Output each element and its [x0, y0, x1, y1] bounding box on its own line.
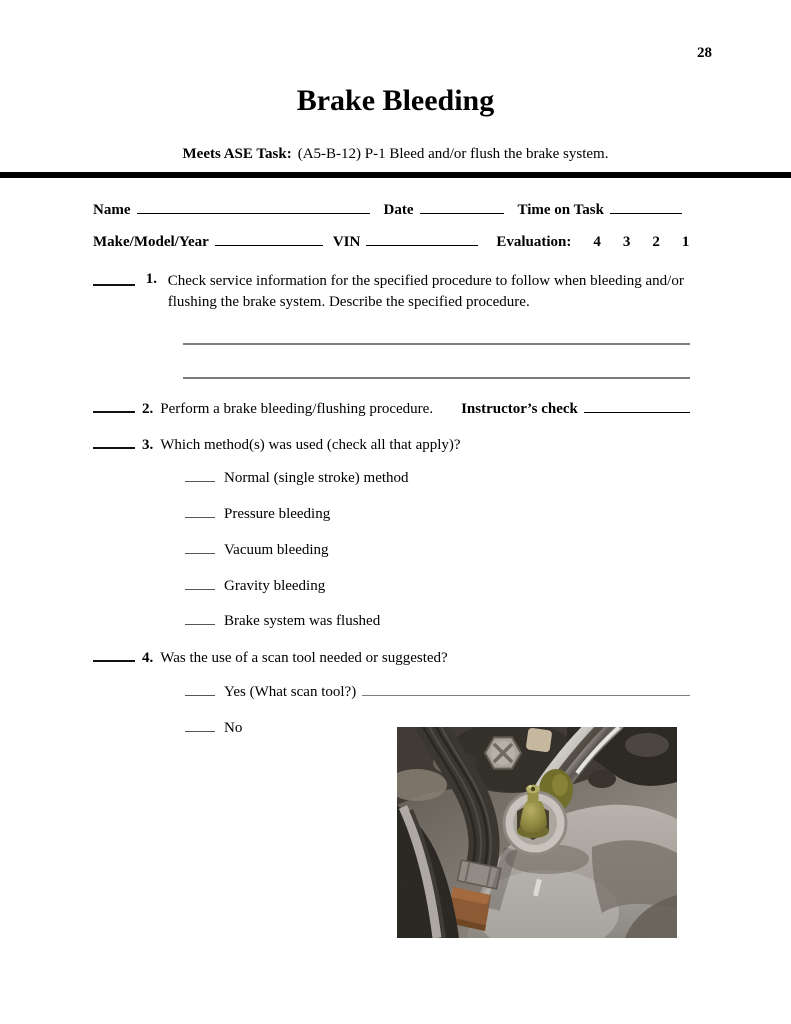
- method-normal-check-blank[interactable]: [185, 469, 215, 482]
- page-number: 28: [697, 45, 712, 61]
- question-2-grade-blank[interactable]: [93, 398, 135, 413]
- question-1-text: Check service information for the specified procedure to follow when bleeding and/or flushing the brake system. Describe the specified procedure.: [167, 273, 684, 310]
- page-title: Brake Bleeding: [296, 84, 495, 117]
- method-option-vacuum: [185, 541, 329, 559]
- method-pressure-label: Pressure bleeding: [224, 506, 331, 522]
- method-option-gravity: [185, 577, 325, 595]
- date-label: Date: [383, 202, 414, 218]
- instructors-check-field[interactable]: [584, 400, 690, 413]
- vin-field[interactable]: [366, 231, 478, 246]
- header-divider: [0, 172, 791, 178]
- scan-tool-yes-label: Yes (What scan tool?): [224, 684, 357, 700]
- method-vacuum-check-blank[interactable]: [185, 541, 215, 554]
- question-4: [93, 647, 448, 667]
- question-3: [93, 434, 461, 454]
- scan-tool-yes-check-blank[interactable]: [185, 683, 215, 696]
- method-vacuum-label: Vacuum bleeding: [224, 542, 329, 558]
- method-gravity-check-blank[interactable]: [185, 577, 215, 590]
- question-2-text: Perform a brake bleeding/flushing procedure.: [160, 401, 434, 417]
- date-field[interactable]: [420, 199, 504, 214]
- name-label: Name: [93, 202, 131, 218]
- brake-bleeder-photo: [397, 727, 677, 938]
- evaluation-score-1[interactable]: 1: [681, 234, 690, 250]
- answer-line-1[interactable]: [183, 343, 690, 345]
- ase-task-label: Meets ASE Task:: [182, 146, 292, 162]
- scan-tool-no-label: No: [224, 720, 243, 736]
- time-on-task-label: Time on Task: [517, 202, 604, 218]
- question-1: [93, 271, 708, 313]
- info-row-2: [93, 231, 689, 251]
- scan-tool-yes-row: [185, 683, 690, 701]
- method-normal-label: Normal (single stroke) method: [224, 470, 409, 486]
- question-1-number: 1.: [145, 271, 157, 287]
- ase-task-text: (A5-B-12) P-1 Bleed and/or flush the brake system.: [297, 146, 609, 162]
- question-2: [93, 398, 690, 418]
- info-row-1: [93, 199, 682, 219]
- question-3-text: Which method(s) was used (check all that apply)?: [160, 437, 461, 453]
- instructors-check-label: Instructor’s check: [461, 401, 578, 417]
- method-option-flushed: [185, 612, 380, 630]
- method-gravity-label: Gravity bleeding: [224, 578, 326, 594]
- ase-task-line: [0, 146, 791, 163]
- brake-bleeder-photo-graphic: [397, 727, 677, 938]
- method-option-normal: [185, 469, 409, 487]
- question-4-grade-blank[interactable]: [93, 647, 135, 662]
- scan-tool-no-row: [185, 719, 242, 737]
- method-flushed-label: Brake system was flushed: [224, 613, 381, 629]
- make-model-year-label: Make/Model/Year: [93, 234, 209, 250]
- question-4-text: Was the use of a scan tool needed or suggested?: [160, 650, 448, 666]
- make-model-year-field[interactable]: [215, 231, 323, 246]
- method-pressure-check-blank[interactable]: [185, 505, 215, 518]
- method-option-pressure: [185, 505, 330, 523]
- evaluation-label: Evaluation:: [496, 234, 572, 250]
- question-3-grade-blank[interactable]: [93, 434, 135, 449]
- name-field[interactable]: [137, 199, 370, 214]
- scan-tool-no-check-blank[interactable]: [185, 719, 215, 732]
- question-4-number: 4.: [142, 650, 154, 666]
- evaluation-score-3[interactable]: 3: [622, 234, 631, 250]
- evaluation-score-2[interactable]: 2: [652, 234, 660, 250]
- time-on-task-field[interactable]: [610, 199, 682, 214]
- method-flushed-check-blank[interactable]: [185, 612, 215, 625]
- vin-label: VIN: [332, 234, 361, 250]
- question-2-number: 2.: [142, 401, 154, 417]
- answer-line-2[interactable]: [183, 377, 690, 379]
- question-3-number: 3.: [142, 437, 154, 453]
- scan-tool-name-field[interactable]: [362, 683, 690, 696]
- evaluation-score-4[interactable]: 4: [593, 234, 601, 250]
- question-1-grade-blank[interactable]: [93, 271, 135, 286]
